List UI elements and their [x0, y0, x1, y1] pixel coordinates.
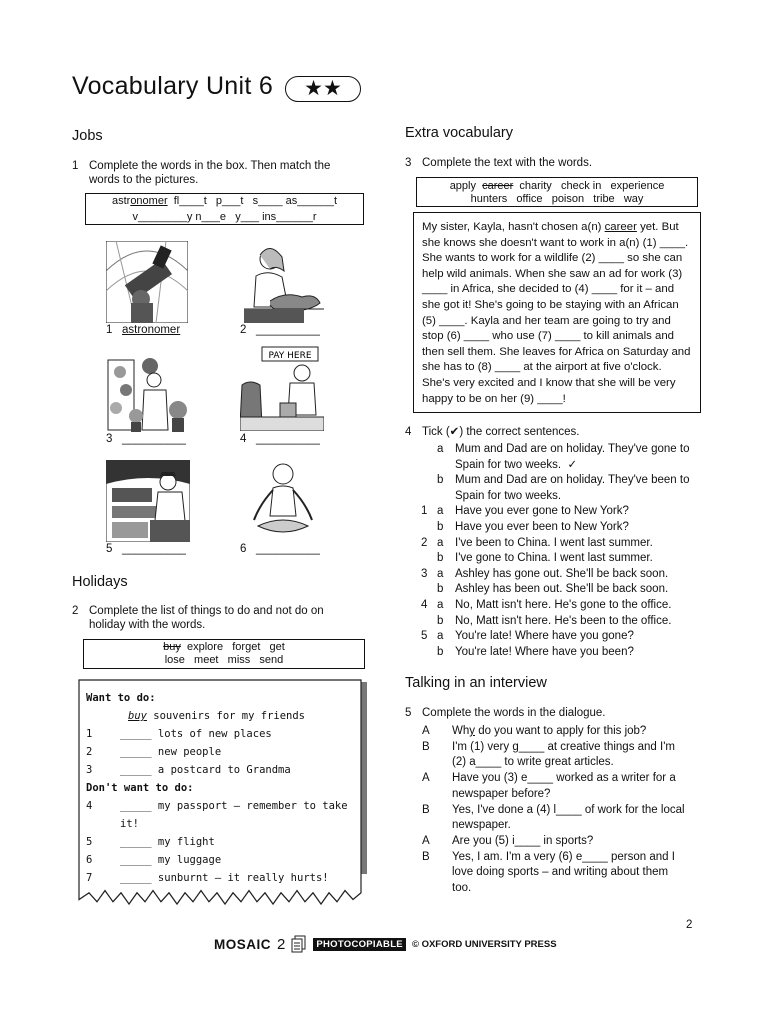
picture-2-answer: __________ [256, 324, 320, 336]
picture-4-label: 4 __________ [240, 433, 320, 445]
tick-sentences-list [421, 442, 711, 660]
exercise-3-instructions: Complete the text with the words. [422, 157, 593, 169]
holiday-list-example: buy souvenirs for my friends [128, 710, 306, 722]
holidays-heading: Holidays [72, 574, 128, 590]
list-item: a Mum and Dad are on holiday. They've gone to [437, 443, 690, 455]
exercise-3-number: 3 [405, 157, 412, 169]
picture-3-label: 3 __________ [106, 433, 186, 445]
list-item: 3 _____ a postcard to Grandma [86, 764, 291, 776]
picture-1-answer: astronomer [122, 324, 181, 336]
list-item: 7 _____ sunburnt – it really hurts! [86, 872, 329, 884]
extra-word-box: apply career charity check in experience hunters office poison tribe way [416, 177, 698, 207]
list-item: 1 _____ lots of new places [86, 728, 272, 740]
shop-assistant-icon [240, 345, 324, 431]
picture-6-label: 6 __________ [240, 543, 320, 555]
dialogue-line: love doing sports – and writing about them [452, 866, 669, 879]
dialogue-line: A Have you (3) e____ worked as a writer for a [422, 772, 676, 785]
photocopiable-badge: PHOTOCOPIABLE [313, 938, 406, 951]
picture-5-label: 5 __________ [106, 543, 186, 555]
list-item: 1 a Have you ever gone to New York? [421, 505, 629, 518]
publisher-text: © OXFORD UNIVERSITY PRESS [411, 938, 557, 950]
footer-bar [214, 934, 557, 954]
dialogue-line: newspaper. [452, 819, 511, 832]
dialogue-line: newspaper before? [452, 787, 551, 800]
dialogue-line: A Why do you want to apply for this job? [422, 725, 647, 737]
exercise-2-number: 2 [72, 605, 79, 617]
list-item: 4 _____ my passport – remember to take it! [86, 800, 348, 830]
list-item: 6 _____ my luggage [86, 854, 222, 866]
picture-3-answer: __________ [122, 433, 186, 445]
difficulty-stars-badge: ★★ [285, 76, 361, 102]
jobs-heading: Jobs [72, 128, 103, 144]
kayla-text-box: My sister, Kayla, hasn't chosen a(n) career yet. But she knows she doesn't want to work in a(n) (1) ____. She wants to work for a wildlife (2) ____ so she can help wild animals. When she saw an ad for work (3) ____ in Africa, she decided to (4) ____ for it – and she got it! She's going to be staying with an African (5) ____. Kayla and her team are going to try and stop (6) ____ who use (7) ____ to kill animals and then sell them. She leaves for Africa on Saturday and she has to (8) ____ at the airport at five o'clock. She's very excited and I know that she will be very happy to be on her (9) ____! [413, 212, 701, 413]
yoga-instructor-icon [248, 460, 318, 540]
list-item: 3 a Ashley has gone out. She'll be back soon. [421, 567, 669, 580]
pilot-icon [106, 460, 190, 542]
dialogue-line: B Yes, I've done a (4) l____ of work for the local [422, 803, 685, 816]
want-to-do-heading: Want to do: [86, 692, 156, 704]
list-item: b No, Matt isn't here. He's been to the office. [437, 614, 672, 627]
list-item: 5 a You're late! Where have you gone? [421, 630, 634, 643]
exercise-5-instructions: Complete the words in the dialogue. [422, 707, 606, 719]
dialogue-line: A Are you (5) i____ in sports? [422, 834, 594, 847]
dialogue-line: B Yes, I am. I'm a very (6) e____ person and I [422, 850, 675, 863]
extra-vocabulary-heading: Extra vocabulary [405, 125, 513, 141]
list-item: 4 a No, Matt isn't here. He's gone to the office. [421, 598, 672, 611]
interview-dialogue [422, 724, 712, 897]
astronomer-telescope-icon [106, 241, 188, 323]
picture-4-answer: __________ [256, 433, 320, 445]
exercise-4-number: 4 [405, 426, 412, 438]
list-item: Spain for two weeks. [455, 489, 562, 502]
list-item: b Have you ever been to New York? [437, 520, 629, 533]
list-item: b Ashley has been out. She'll be back soon. [437, 583, 669, 596]
list-item: b Mum and Dad are on holiday. They've been to [437, 474, 690, 487]
list-item: b You're late! Where have you been? [437, 645, 634, 658]
exercise-1-number: 1 [72, 160, 79, 172]
vet-with-dog-icon [240, 241, 324, 323]
page-title: Vocabulary Unit 6 [72, 72, 274, 100]
exercise-1-instructions: Complete the words in the box. Then match the words to the pictures. [89, 160, 331, 186]
holiday-list [86, 689, 366, 887]
brand-logo: MOSAIC [214, 936, 271, 952]
exercise-5-number: 5 [405, 707, 412, 719]
exercise-2-instructions: Complete the list of things to do and not do on holiday with the words. [89, 605, 324, 631]
exercise-4-instructions: Tick (✔) the correct sentences. [422, 426, 580, 438]
jobs-word-box: astronomer fl____t p___t s____ as______t v________y n___e y___ ins______r [85, 193, 364, 225]
list-item: 5 _____ my flight [86, 836, 215, 848]
interview-heading: Talking in an interview [405, 675, 547, 691]
dialogue-line: B I'm (1) very g____ at creative things and I'm [422, 740, 675, 753]
dialogue-line: too. [452, 882, 472, 895]
dont-want-to-do-heading: Don't want to do: [86, 782, 194, 794]
list-item: b I've gone to China. I went last summer. [437, 552, 653, 565]
page-number: 2 [686, 919, 693, 931]
holidays-word-box: buy explore forget get lose meet miss send [83, 639, 365, 669]
picture-2-label: 2 __________ [240, 324, 320, 336]
picture-5-answer: __________ [122, 543, 186, 555]
list-item: Spain for two weeks. ✓ [455, 458, 578, 471]
picture-1-label: 1 astronomer [106, 324, 181, 336]
list-item: 2 a I've been to China. I went last summer. [421, 536, 653, 549]
list-item: 2 _____ new people [86, 746, 222, 758]
level-number: 2 [277, 935, 286, 953]
florist-icon [106, 350, 190, 432]
picture-6-answer: __________ [256, 543, 320, 555]
pay-here-sign: PAY HERE [268, 351, 312, 361]
photocopy-icon [291, 935, 307, 953]
dialogue-line: (2) a____ to write great articles. [452, 756, 614, 769]
